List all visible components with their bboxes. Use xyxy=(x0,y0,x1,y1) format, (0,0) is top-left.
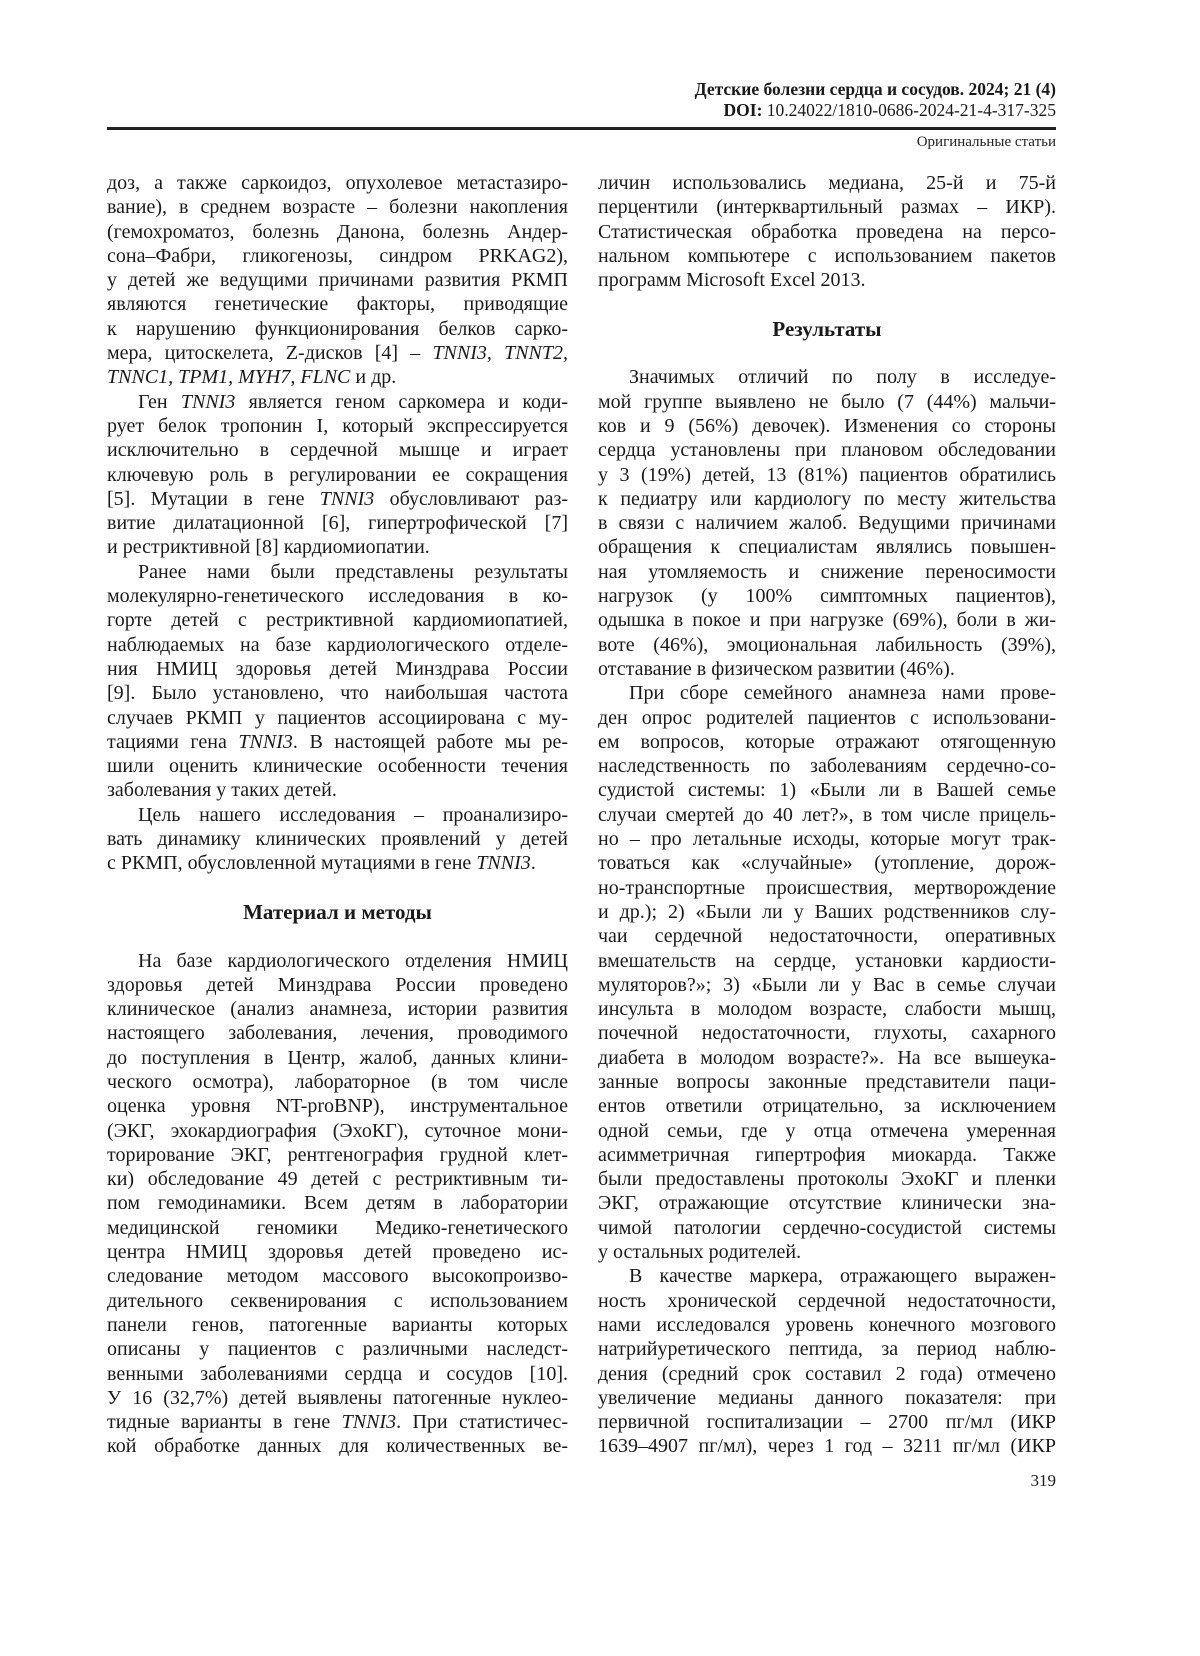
text-line: оценка уровня NT-proBNP), инструментальное xyxy=(107,1094,568,1118)
text-line: наследственность по заболеваниям сердечно-со- xyxy=(598,754,1056,778)
text-line: до поступления в Центр, жалоб, данных клини- xyxy=(107,1046,568,1070)
gene-name: TNNI3 xyxy=(342,1411,396,1433)
text-line: На базе кардиологического отделения НМИЦ xyxy=(107,949,568,973)
gene-name: TNNC1, TPM1, MYH7, FLNC xyxy=(107,366,350,388)
text-line: мой группе выявлено не было (7 (44%) мальчи- xyxy=(598,390,1056,414)
paragraph xyxy=(107,560,568,803)
gene-name: TNNI3 xyxy=(181,391,235,413)
text-line: товаться как «случайные» (утопление, дорож- xyxy=(598,851,1056,875)
text-line: личин использовались медиана, 25-й и 75-й xyxy=(598,171,1056,195)
text-line: венными заболеваниями сердца и сосудов [10]. xyxy=(107,1362,568,1386)
text-line: [9]. Было установлено, что наибольшая частота xyxy=(107,681,568,705)
text-line: ность хронической сердечной недостаточности, xyxy=(598,1289,1056,1313)
text-line: увеличение медианы данного показателя: при xyxy=(598,1386,1056,1410)
text-line: ем вопросов, которые отражают отягощенную xyxy=(598,730,1056,754)
text-line: но-транспортные происшествия, мертворождение xyxy=(598,876,1056,900)
section-heading: Результаты xyxy=(598,317,1056,341)
text-line: вмешательств на сердце, установки кардиости- xyxy=(598,949,1056,973)
text-line: Статистическая обработка проведена на персо- xyxy=(598,220,1056,244)
text-line: отставание в физическом развитии (46%). xyxy=(598,657,1056,681)
text-line: к педиатру или кардиологу по месту жительства xyxy=(598,487,1056,511)
text-line: торирование ЭКГ, рентгенография грудной клет- xyxy=(107,1143,568,1167)
text-line: описаны у пациентов с различными наследст- xyxy=(107,1337,568,1361)
doi-line xyxy=(724,100,1056,121)
gene-name: TNNI3 xyxy=(238,731,292,753)
text-line: следование методом массового высокопроизво- xyxy=(107,1264,568,1288)
header-rule xyxy=(107,127,1056,130)
text-line: вание), в среднем возрасте – болезни накопления xyxy=(107,195,568,219)
gene-name: TNNI3 xyxy=(320,488,374,510)
text-line: мера, цитоскелета, Z-дисков [4] – TNNI3, TNNT2, xyxy=(107,341,568,365)
text-line: у остальных родителей. xyxy=(598,1240,1056,1264)
text-line: программ Microsoft Excel 2013. xyxy=(598,268,1056,292)
text-line: у 3 (19%) детей, 13 (81%) пациентов обратились xyxy=(598,463,1056,487)
text-line: центра НМИЦ здоровья детей проведено ис- xyxy=(107,1240,568,1264)
text-line: сердца установлены при плановом обследовании xyxy=(598,438,1056,462)
text-line: Значимых отличий по полу в исследуе- xyxy=(598,365,1056,389)
text-line: были предоставлены протоколы ЭхоКГ и пленки xyxy=(598,1167,1056,1191)
text-line: У 16 (32,7%) детей выявлены патогенные нуклео- xyxy=(107,1386,568,1410)
section-heading: Материал и методы xyxy=(107,900,568,924)
text-line: дения (средний срок составил 2 года) отмечено xyxy=(598,1362,1056,1386)
text-line: воте (46%), эмоциональная лабильность (39%), xyxy=(598,633,1056,657)
text-line: первичной госпитализации – 2700 пг/мл (ИКР xyxy=(598,1410,1056,1434)
text-line: медицинской геномики Медико-генетического xyxy=(107,1216,568,1240)
paragraph xyxy=(107,171,568,390)
text-line: заболевания у таких детей. xyxy=(107,778,568,802)
text-line: В качестве маркера, отражающего выражен- xyxy=(598,1264,1056,1288)
text-line: и рестриктивной [8] кардиомиопатии. xyxy=(107,535,568,559)
text-line: Ранее нами были представлены результаты xyxy=(107,560,568,584)
text-line: панели генов, патогенные варианты которых xyxy=(107,1313,568,1337)
text-line: здоровья детей Минздрава России проведено xyxy=(107,973,568,997)
text-line: ческого осмотра), лабораторное (в том числе xyxy=(107,1070,568,1094)
text-line: нами исследовался уровень конечного мозгового xyxy=(598,1313,1056,1337)
text-line: одной семьи, где у отца отмечена умеренная xyxy=(598,1119,1056,1143)
text-line: занные вопросы законные представители паци- xyxy=(598,1070,1056,1094)
journal-title: Детские болезни сердца и сосудов. 2024; 21 (4) xyxy=(695,79,1056,100)
text-line: Ген TNNI3 является геном саркомера и коди- xyxy=(107,390,568,414)
text-line: ден опрос родителей пациентов с использовани- xyxy=(598,706,1056,730)
text-line: наблюдаемых на базе кардиологического отделе- xyxy=(107,633,568,657)
text-line: (гемохроматоз, болезнь Данона, болезнь Андер- xyxy=(107,220,568,244)
text-line: ки) обследование 49 детей с рестриктивным ти- xyxy=(107,1167,568,1191)
text-line: у детей же ведущими причинами развития РКМП xyxy=(107,268,568,292)
paragraph xyxy=(107,803,568,876)
paragraph xyxy=(598,171,1056,292)
text-line: инсульта в молодом возрасте, слабости мышц, xyxy=(598,997,1056,1021)
text-line: чимой патологии сердечно-сосудистой системы xyxy=(598,1216,1056,1240)
paragraph xyxy=(107,390,568,560)
text-line: ЭКГ, отражающие отсутствие клинически зна- xyxy=(598,1191,1056,1215)
text-line: сона–Фабри, гликогенозы, синдром PRKAG2), xyxy=(107,244,568,268)
right-column xyxy=(598,171,1056,1459)
gene-name: TNNI3, TNNT2, xyxy=(432,342,568,364)
text-line: тидные варианты в гене TNNI3. При статистичес- xyxy=(107,1410,568,1434)
text-line: нальном компьютере с использованием пакетов xyxy=(598,244,1056,268)
text-line: При сборе семейного анамнеза нами прове- xyxy=(598,681,1056,705)
doi-label: DOI: xyxy=(724,100,763,120)
text-line: но – про летальные исходы, которые могут трак- xyxy=(598,827,1056,851)
text-line: кой обработке данных для количественных ве- xyxy=(107,1434,568,1458)
text-line: дительного секвенирования с использованием xyxy=(107,1289,568,1313)
text-line: 1639–4907 пг/мл), через 1 год – 3211 пг/мл (ИКР xyxy=(598,1434,1056,1458)
text-line: настоящего заболевания, лечения, проводимого xyxy=(107,1021,568,1045)
text-line: с РКМП, обусловленной мутациями в гене TNNI3. xyxy=(107,851,568,875)
text-line: в связи с наличием жалоб. Ведущими причинами xyxy=(598,511,1056,535)
text-line: TNNC1, TPM1, MYH7, FLNC и др. xyxy=(107,365,568,389)
text-line: натрийуретического пептида, за период наблю- xyxy=(598,1337,1056,1361)
paragraph xyxy=(107,949,568,1459)
text-line: нагрузок (у 100% симптомных пациентов), xyxy=(598,584,1056,608)
text-line: к нарушению функционирования белков сарко- xyxy=(107,317,568,341)
text-line: доз, а также саркоидоз, опухолевое метастазиро- xyxy=(107,171,568,195)
text-line: витие дилатационной [6], гипертрофической [7] xyxy=(107,511,568,535)
text-line: (ЭКГ, эхокардиография (ЭхоКГ), суточное мони- xyxy=(107,1119,568,1143)
text-line: ключевую роль в регулировании ее сокращения xyxy=(107,463,568,487)
text-line: почечной недостаточности, глухоты, сахарного xyxy=(598,1021,1056,1045)
text-line: асимметричная гипертрофия миокарда. Также xyxy=(598,1143,1056,1167)
text-line: клиническое (анализ анамнеза, истории развития xyxy=(107,997,568,1021)
text-line: являются генетические факторы, приводящие xyxy=(107,292,568,316)
text-line: чаи сердечной недостаточности, оперативных xyxy=(598,924,1056,948)
text-line: [5]. Мутации в гене TNNI3 обусловливают раз- xyxy=(107,487,568,511)
text-line: перцентили (интерквартильный размах – ИКР). xyxy=(598,195,1056,219)
text-line: горте детей с рестриктивной кардиомиопатией, xyxy=(107,608,568,632)
section-label: Оригинальные статьи xyxy=(917,134,1056,151)
text-line: судистой системы: 1) «Были ли в Вашей семье xyxy=(598,778,1056,802)
text-line: диабета в молодом возрасте?». На все вышеука- xyxy=(598,1046,1056,1070)
text-line: вать динамику клинических проявлений у детей xyxy=(107,827,568,851)
text-line: одышка в покое и при нагрузке (69%), боли в жи- xyxy=(598,608,1056,632)
text-line: ния НМИЦ здоровья детей Минздрава России xyxy=(107,657,568,681)
paragraph xyxy=(598,365,1056,681)
text-line: исключительно в сердечной мышце и играет xyxy=(107,438,568,462)
text-line: случаев РКМП у пациентов ассоциирована с му- xyxy=(107,706,568,730)
text-line: пом гемодинамики. Всем детям в лаборатории xyxy=(107,1191,568,1215)
text-line: ная утомляемость и снижение переносимости xyxy=(598,560,1056,584)
text-line: ентов ответили отрицательно, за исключением xyxy=(598,1094,1056,1118)
paragraph xyxy=(598,1264,1056,1458)
text-line: тациями гена TNNI3. В настоящей работе мы ре- xyxy=(107,730,568,754)
text-line: рует белок тропонин I, который экспрессируется xyxy=(107,414,568,438)
text-line: и др.); 2) «Были ли у Ваших родственников слу- xyxy=(598,900,1056,924)
doi-value: 10.24022/1810-0686-2024-21-4-317-325 xyxy=(767,100,1056,120)
text-line: Цель нашего исследования – проанализиро- xyxy=(107,803,568,827)
page-number: 319 xyxy=(1031,1471,1057,1491)
gene-name: TNNI3 xyxy=(476,852,530,874)
text-line: муляторов?»; 3) «Были ли у Вас в семье случаи xyxy=(598,973,1056,997)
text-line: молекулярно-генетического исследования в ко- xyxy=(107,584,568,608)
text-line: случаи смертей до 40 лет?», в том числе прицель- xyxy=(598,803,1056,827)
text-line: ков и 9 (56%) девочек). Изменения со стороны xyxy=(598,414,1056,438)
text-line: обращения к специалистам являлись повышен- xyxy=(598,535,1056,559)
text-line: шили оценить клинические особенности течения xyxy=(107,754,568,778)
paragraph xyxy=(598,681,1056,1264)
left-column xyxy=(107,171,568,1459)
